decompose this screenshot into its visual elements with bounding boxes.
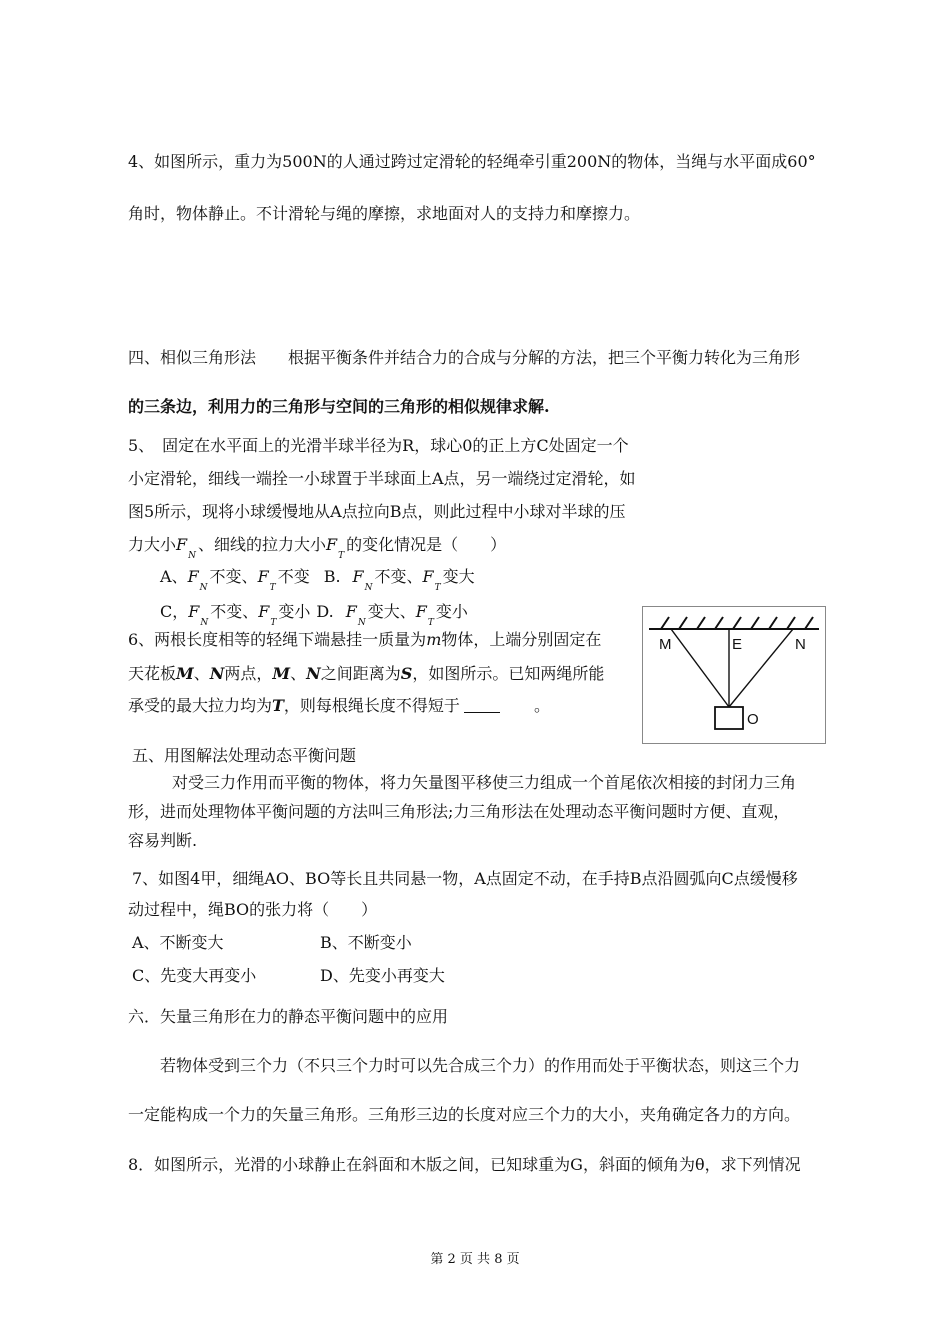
- q5-line-2: 小定滑轮，细线一端拴一小球置于半球面上A点，另一端绕过定滑轮，如: [128, 469, 636, 488]
- q5-line-3: 图5所示，现将小球缓慢地从A点拉向B点，则此过程中小球对半球的压: [128, 502, 626, 521]
- q7-option-c: C、先变大再变小: [132, 966, 257, 985]
- page-footer: 第 2 页 共 8 页: [430, 1252, 520, 1267]
- q7-line-1: 7、如图4甲，细绳AO、BO等长且共同悬一物，A点固定不动，在手持B点沿圆弧向C点缓慢移: [132, 869, 798, 888]
- section5-p2: 形，进而处理物体平衡问题的方法叫三角形法;力三角形法在处理动态平衡问题时方便、直观，: [128, 802, 790, 821]
- q4-line-1: 4、如图所示，重力为500N的人通过跨过定滑轮的轻绳牵引重200N的物体，当绳与水平面成60°: [128, 152, 816, 171]
- section6-title: 六．矢量三角形在力的静态平衡问题中的应用: [128, 1007, 449, 1026]
- label-n: N: [795, 636, 806, 653]
- q5-options-cd: C，$F_N$不变、$F_T$变小 D. $F_N$变大、$F_T$变小: [160, 602, 468, 628]
- q6-line-2: 天花板M、N两点，M、N之间距离为S，如图所示。已知两绳所能: [128, 664, 605, 683]
- label-m: M: [659, 636, 672, 653]
- q8-line-1: 8．如图所示，光滑的小球静止在斜面和木版之间，已知球重为G，斜面的倾角为θ，求下列情况: [128, 1155, 801, 1174]
- q7-option-b: B、不断变小: [320, 933, 412, 952]
- left-rope: [671, 629, 729, 707]
- q7-line-2: 动过程中，绳BO的张力将（ ）: [128, 900, 378, 919]
- q7-option-a: A、不断变大: [132, 933, 224, 952]
- section6-p2: 一定能构成一个力的矢量三角形。三角形三边的长度对应三个力的大小，夹角确定各力的方向。: [128, 1105, 801, 1124]
- section5-title: 五、用图解法处理动态平衡问题: [132, 746, 357, 765]
- q6-figure-drawing: [643, 607, 825, 743]
- q5-line-1: 5、 固定在水平面上的光滑半球半径为R，球心0的正上方C处固定一个: [128, 436, 629, 455]
- section5-p1: 对受三力作用而平衡的物体，将力矢量图平移使三力组成一个首尾依次相接的封闭力三角: [172, 773, 797, 792]
- section6-p1: 若物体受到三个力（不只三个力时可以先合成三个力）的作用而处于平衡状态，则这三个力: [160, 1056, 801, 1075]
- q5-line-4: 力大小$F_N$、细线的拉力大小$F_T$的变化情况是（ ）: [128, 535, 507, 561]
- hanging-block: [715, 707, 743, 729]
- q4-line-2: 角时，物体静止。不计滑轮与绳的摩擦，求地面对人的支持力和摩擦力。: [128, 204, 641, 223]
- label-o: O: [747, 711, 759, 728]
- q6-line-1: 6、两根长度相等的轻绳下端悬挂一质量为m物体，上端分别固定在: [128, 630, 602, 649]
- q6-line-3: 承受的最大拉力均为T，则每根绳长度不得短于 。: [128, 696, 550, 715]
- section5-p3: 容易判断.: [128, 831, 198, 850]
- answer-blank: [464, 696, 500, 713]
- q7-option-d: D、先变小再变大: [320, 966, 445, 985]
- section4-line-2: 的三条边，利用力的三角形与空间的三角形的相似规律求解.: [128, 397, 550, 416]
- label-e: E: [732, 636, 743, 653]
- q6-figure: [642, 606, 826, 744]
- q5-options-ab: A、$F_N$不变、$F_T$不变 B. $F_N$不变、$F_T$变大: [160, 567, 475, 593]
- section4-line-1: 四、相似三角形法 根据平衡条件并结合力的合成与分解的方法，把三个平衡力转化为三角形: [128, 348, 801, 367]
